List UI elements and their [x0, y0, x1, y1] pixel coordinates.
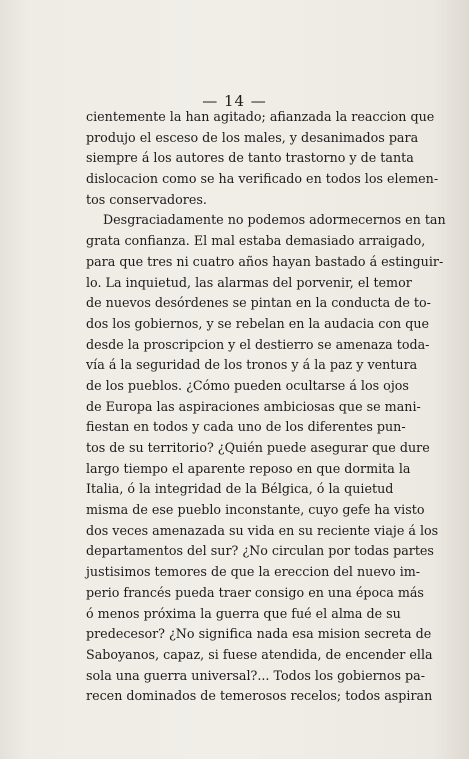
- text-line: dos veces amenazada su vida en su reciente viaje á los: [86, 522, 439, 538]
- text-line: lo. La inquietud, las alarmas del porvenir, el temor: [86, 274, 412, 290]
- text-line: de nuevos desórdenes se pintan en la conducta de to-: [86, 295, 431, 311]
- text-line: Italia, ó la integridad de la Bélgica, ó la quietud: [86, 481, 394, 497]
- text-line: largo tiempo el aparente reposo en que dormita la: [86, 460, 411, 476]
- text-line: departamentos del sur? ¿No circulan por todas partes: [86, 543, 434, 559]
- text-line: dislocacion como se ha verificado en todos los elemen-: [86, 171, 439, 187]
- text-line: tos de su territorio? ¿Quién puede asegurar que dure: [86, 440, 430, 455]
- text-line: justisimos temores de que la ereccion del nuevo im-: [86, 564, 421, 580]
- text-line: cientemente la han agitado; afianzada la reaccion que: [86, 109, 435, 124]
- text-line: ó menos próxima la guerra que fué el alma de su: [86, 605, 401, 621]
- text-line: Saboyanos, capaz, si fuese atendida, de encender ella: [86, 646, 433, 662]
- text-line: para que tres ni cuatro años hayan bastado á estinguir-: [86, 253, 444, 269]
- body-text: [86, 107, 446, 707]
- text-line: tos conservadores.: [86, 191, 207, 207]
- text-line: fiestan en todos y cada uno de los diferentes pun-: [86, 419, 406, 435]
- text-line: perio francés pueda traer consigo en una época más: [86, 584, 424, 600]
- text-line: de Europa las aspiraciones ambiciosas que se mani-: [86, 398, 421, 414]
- text-line: vía á la seguridad de los tronos y á la paz y ventura: [86, 357, 418, 373]
- text-line: predecesor? ¿No significa nada esa mision secreta de: [86, 626, 432, 642]
- text-line: siempre á los autores de tanto trastorno y de tanta: [86, 150, 414, 166]
- text-line: de los pueblos. ¿Cómo pueden ocultarse á los ojos: [86, 377, 409, 393]
- text-line: sola una guerra universal?... Todos los gobiernos pa-: [86, 667, 425, 683]
- text-line: grata confianza. El mal estaba demasiado arraigado,: [86, 233, 426, 249]
- text-line: desde la proscripcion y el destierro se amenaza toda-: [86, 336, 430, 352]
- text-line: misma de ese pueblo inconstante, cuyo gefe ha visto: [86, 502, 425, 518]
- page-number: — 14 —: [202, 92, 267, 110]
- text-line: produjo el esceso de los males, y desanimados para: [86, 129, 419, 145]
- text-line: dos los gobiernos, y se rebelan en la audacia con que: [86, 315, 430, 331]
- text-line: Desgraciadamente no podemos adormecernos en tan: [103, 212, 446, 228]
- text-line: recen dominados de temerosos recelos; todos aspiran: [86, 688, 433, 704]
